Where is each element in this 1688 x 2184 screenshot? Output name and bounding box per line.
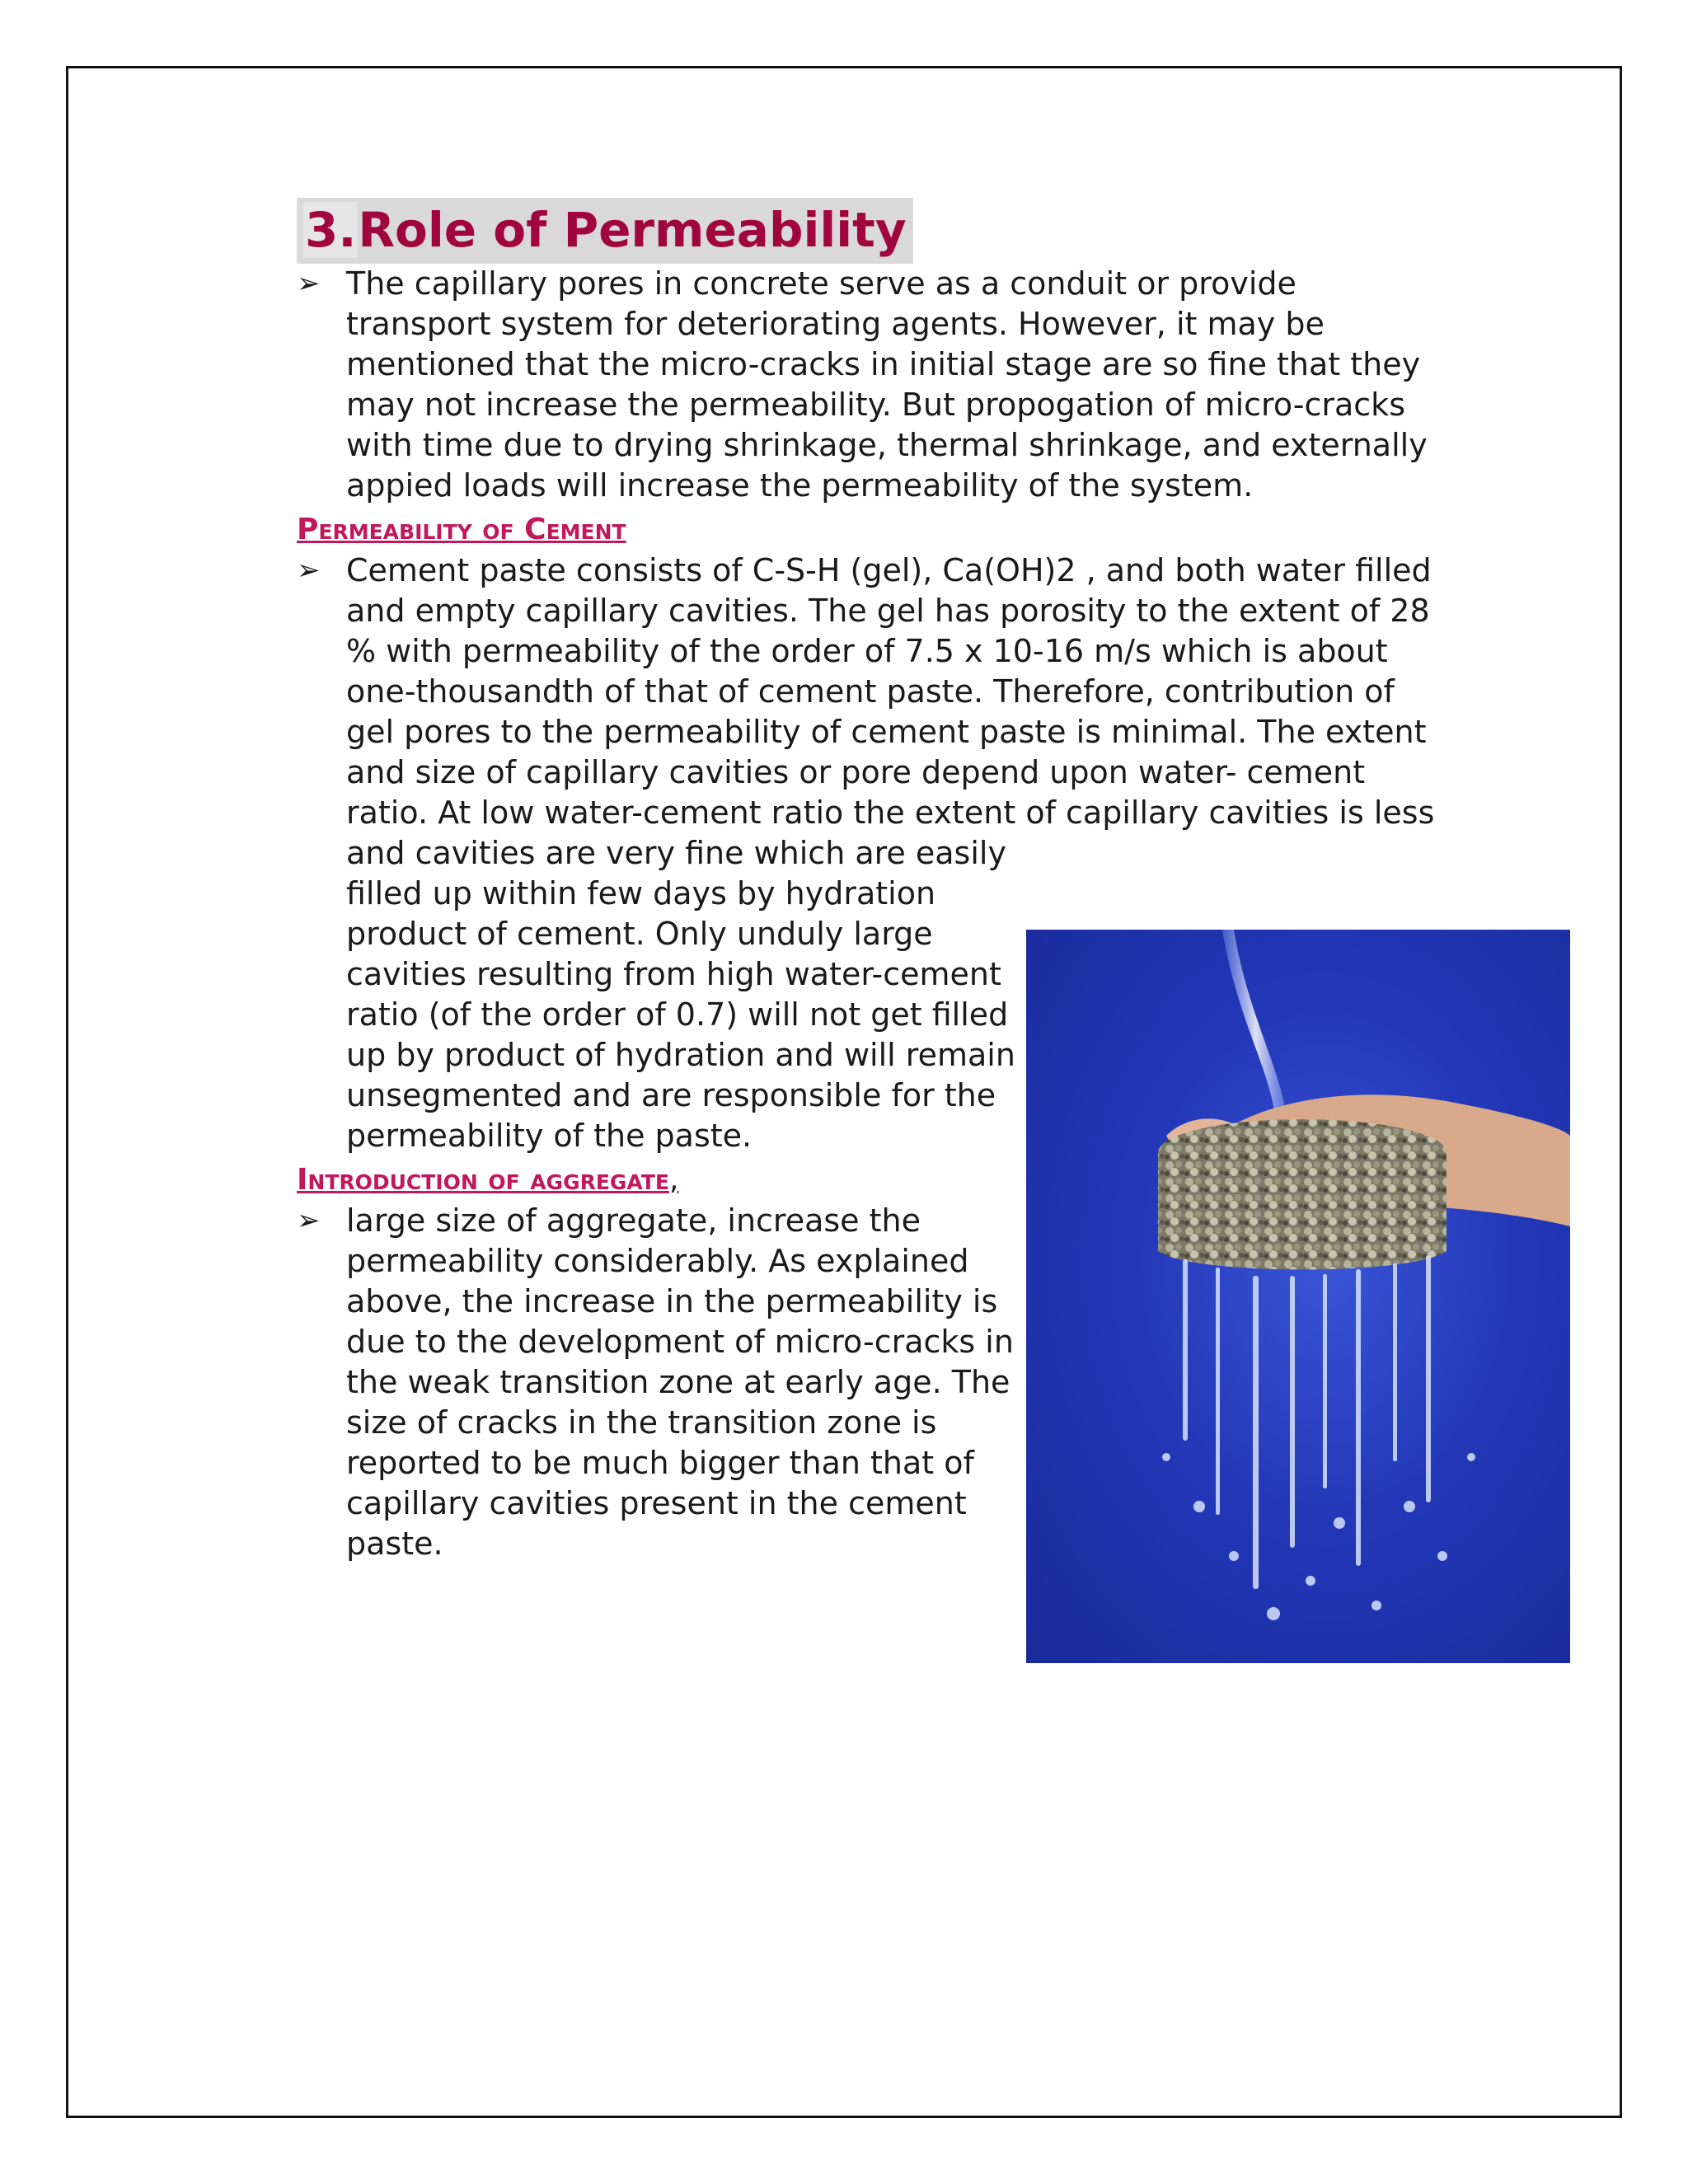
arrow-bullet-icon: ➢ bbox=[297, 554, 321, 587]
paragraph-text: filled up within few days by hydration product of cement. Only unduly large cavities resulting from high water-cement ratio (of the order of 0.7) will not get filled up by product of hydration and will remain unsegmented and are responsible for the permeability of the paste. bbox=[346, 875, 1015, 1154]
paragraph-text: large size of aggregate, increase the permeability considerably. As explained above, the increase in the permeability is due to the development of micro-cracks in the weak transition zone at early age. The size of cracks in the transition zone is reported to be much bigger than that of capillary cavities present in the cement paste. bbox=[346, 1202, 1014, 1562]
water-stream bbox=[1222, 930, 1290, 1136]
pervious-concrete-photo bbox=[1026, 930, 1570, 1663]
heading-title: Role of Permeability bbox=[358, 202, 907, 258]
paragraph-aggregate bbox=[297, 1201, 1022, 1564]
arrow-bullet-icon: ➢ bbox=[297, 267, 321, 300]
subheading-permeability-of-cement: Permeability of Cement bbox=[297, 513, 626, 546]
paragraph-cement-paste bbox=[297, 551, 1442, 874]
water-drips bbox=[1162, 1255, 1475, 1620]
paragraph-cement-paste-continued bbox=[297, 874, 1022, 1156]
photo-illustration bbox=[1026, 930, 1570, 1663]
section-heading bbox=[297, 198, 913, 264]
paragraph-capillary-pores bbox=[297, 264, 1442, 506]
heading-number: 3. bbox=[305, 202, 357, 258]
subheading-text: Introduction of aggregate bbox=[297, 1163, 669, 1197]
subheading-suffix: , bbox=[668, 1163, 679, 1197]
paragraph-text: Cement paste consists of C-S-H (gel), Ca(OH)2 , and both water filled and empty capillary cavities. The gel has porosity to the extent of 28 % with permeability of the order of 7.5 x 10-16 m/s which is about one-thousandth of that of cement paste. Therefore, contribution of gel pores to the permeability of cement paste is minimal. The extent and size of capillary cavities or pore depend upon water- cement ratio. At low water-cement ratio the extent of capillary cavities is less and cavities are very fine which are easily bbox=[346, 552, 1435, 871]
arrow-bullet-icon: ➢ bbox=[297, 1204, 321, 1237]
paragraph-text: The capillary pores in concrete serve as a conduit or provide transport system for deteriorating agents. However, it may be mentioned that the micro-cracks in initial stage are so fine that they may not increase the permeability. But propogation of micro-cracks with time due to drying shrinkage, thermal shrinkage, and externally appied loads will increase the permeability of the system. bbox=[346, 265, 1428, 504]
